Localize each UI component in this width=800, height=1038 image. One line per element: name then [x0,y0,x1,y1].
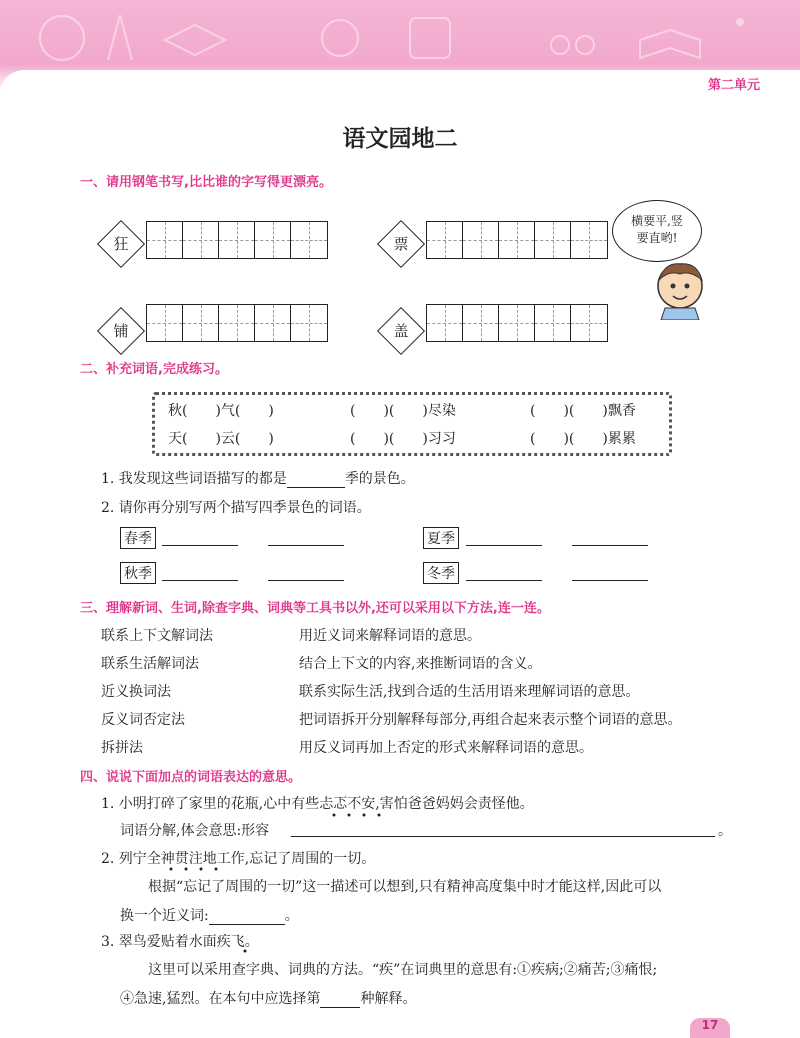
method-left-1[interactable]: 联系上下文解词法 [101,628,213,644]
method-right-4[interactable]: 把词语拆开分别解释每部分,再组合起来表示整个词语的意思。 [299,712,682,728]
speech-bubble [612,200,702,262]
globe-icon [40,16,84,60]
answer-line[interactable] [572,580,648,581]
bubble-line-1: 横要平,竖 [631,214,683,228]
q3-text-2: ④急速,猛烈。在本句中应选择第 种解释。 [120,991,417,1007]
compass-icon [108,15,132,60]
word-row1-a: 秋( )气( ) [168,403,274,419]
char-4: 盖 [393,322,409,340]
stars-icon [736,18,744,26]
answer-blank[interactable] [209,924,285,925]
method-right-2[interactable]: 结合上下文的内容,来推断词语的含义。 [299,656,542,672]
word-row1-c: ( )( )飘香 [530,403,636,419]
word-row2-a: 天( )云( ) [168,431,274,447]
method-left-5[interactable]: 拆拼法 [101,740,143,756]
question-4-1-line: 词语分解,体会意思:形容 [120,823,270,839]
boy-illustration [645,258,715,320]
char-1: 狂 [113,235,129,253]
emphasis-dots [330,812,390,818]
method-right-1[interactable]: 用近义词来解释词语的意思。 [299,628,481,644]
answer-blank[interactable] [287,487,345,488]
answer-line[interactable] [466,580,542,581]
unit-label: 第二单元 [707,78,760,93]
book-icon [165,25,225,55]
writing-grid-1[interactable] [146,221,328,259]
q3-text-1: 这里可以采用查字典、词典的方法。“疾”在词典里的意思有:①疾病;②痛苦;③痛恨; [148,962,658,978]
question-2-1: 1. 我发现这些词语描写的都是 季的景色。 [101,471,415,487]
method-left-2[interactable]: 联系生活解词法 [101,656,199,672]
page-title: 语文园地二 [342,125,458,152]
section2-heading: 二、补充词语,完成练习。 [80,362,228,377]
method-right-3[interactable]: 联系实际生活,找到合适的生活用语来理解词语的意思。 [299,684,640,700]
answer-line[interactable] [466,545,542,546]
q2-text-2: 换一个近义词: 。 [120,908,299,924]
section3-heading: 三、理解新词、生词,除查字典、词典等工具书以外,还可以采用以下方法,连一连。 [80,601,550,616]
writing-grid-4[interactable] [426,304,608,342]
season-spring: 春季 [120,527,156,549]
writing-grid-3[interactable] [146,304,328,342]
answer-line[interactable] [291,836,715,837]
method-right-5[interactable]: 用反义词再加上否定的形式来解释词语的意思。 [299,740,593,756]
writing-grid-2[interactable] [426,221,608,259]
word-row2-c: ( )( )累累 [530,431,636,447]
answer-line[interactable] [162,545,238,546]
char-3: 铺 [113,322,129,340]
section4-heading: 四、说说下面加点的词语表达的意思。 [80,770,302,785]
answer-blank[interactable] [320,1007,360,1008]
emphasis-dots [240,948,250,954]
season-autumn: 秋季 [120,562,156,584]
method-left-3[interactable]: 近义换词法 [101,684,171,700]
answer-line[interactable] [268,580,344,581]
page-number: 17 [690,1018,730,1038]
q2-text-1: 根据“忘记了周围的一切”这一描述可以想到,只有精神高度集中时才能这样,因此可以 [148,879,662,895]
season-summer: 夏季 [423,527,459,549]
bag-icon [410,18,450,58]
open-book-icon [640,30,700,58]
question-4-3: 3. 翠鸟爱贴着水面疾飞。 [101,934,259,950]
question-2-2: 2. 请你再分别写两个描写四季景色的词语。 [101,500,371,516]
question-4-2: 2. 列宁全神贯注地工作,忘记了周围的一切。 [101,851,376,867]
word-row1-b: ( )( )尽染 [350,403,456,419]
char-2: 票 [393,235,409,253]
q1-end: 。 [718,823,732,839]
answer-line[interactable] [572,545,648,546]
bubble-line-2: 要直哟! [636,231,678,245]
question-4-1: 1. 小明打碎了家里的花瓶,心中有些忐忑不安,害怕爸爸妈妈会责怪他。 [101,796,534,812]
season-winter: 冬季 [423,562,459,584]
answer-line[interactable] [268,545,344,546]
glasses-icon [551,36,569,54]
alarm-clock-icon [322,20,358,56]
school-doodles [0,0,800,70]
method-left-4[interactable]: 反义词否定法 [101,712,185,728]
section1-heading: 一、请用钢笔书写,比比谁的字写得更漂亮。 [80,175,332,190]
word-row2-b: ( )( )习习 [350,431,456,447]
header-strip [0,70,800,94]
emphasis-dots [167,866,231,872]
answer-line[interactable] [162,580,238,581]
